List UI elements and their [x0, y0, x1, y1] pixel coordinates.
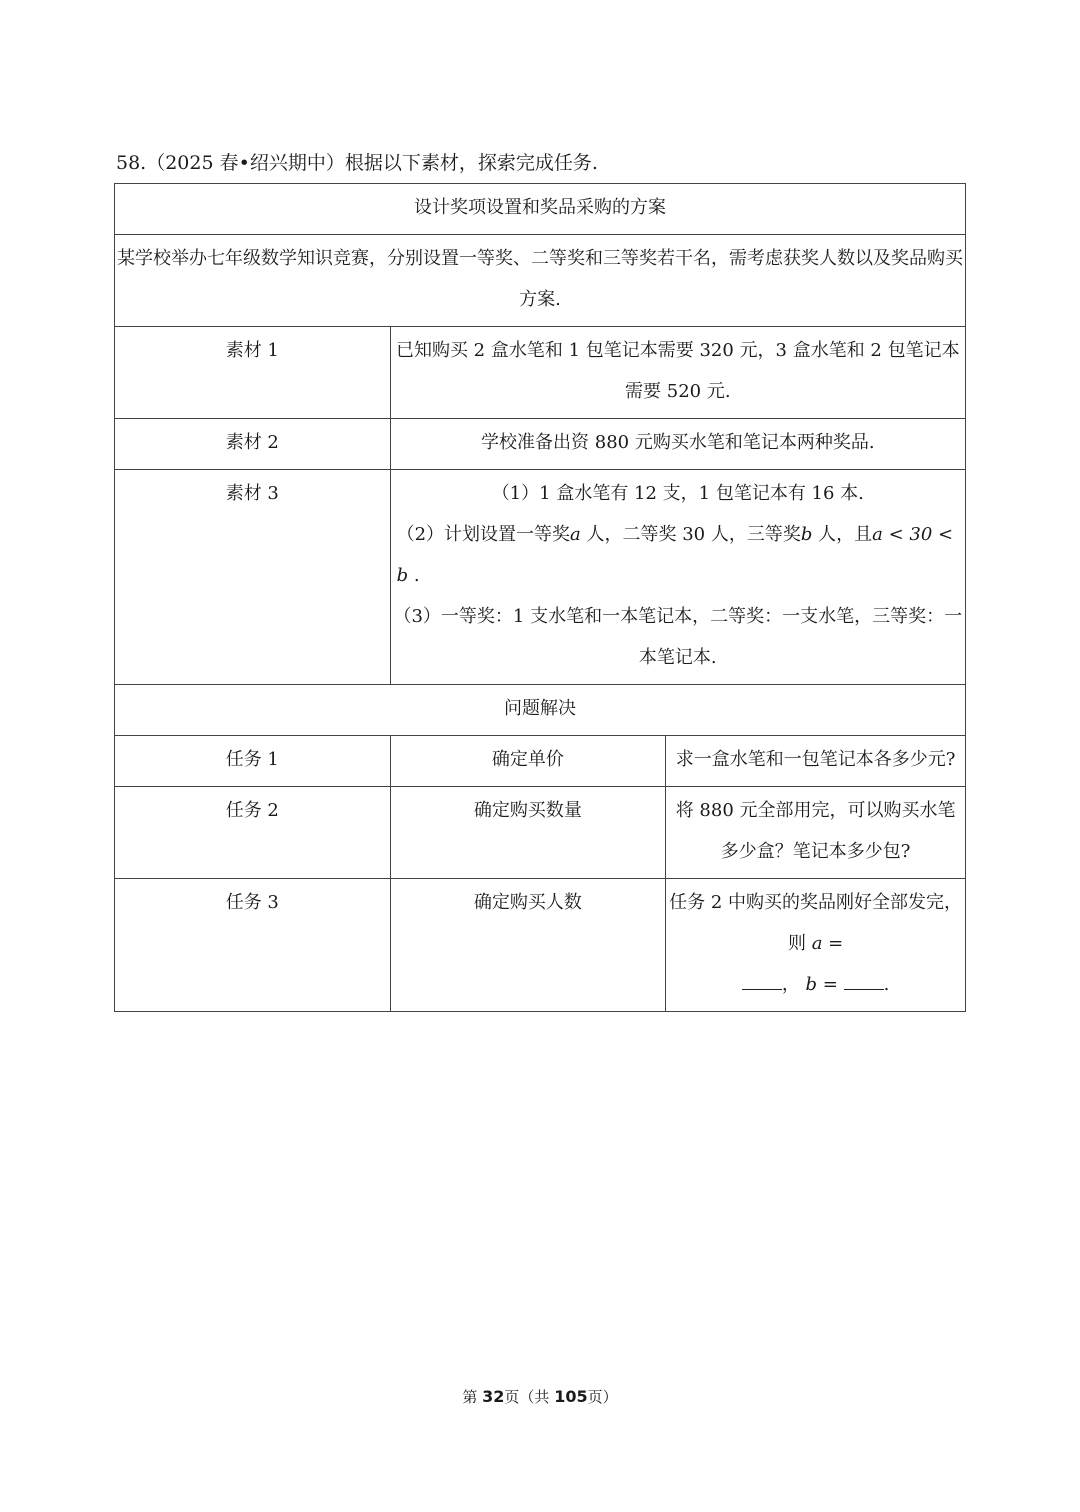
question-source: （2025 春•绍兴期中）: [146, 152, 345, 174]
answer-blank-a[interactable]: [742, 975, 782, 990]
table-title: 设计奖项设置和奖品采购的方案: [115, 184, 966, 235]
line2-end: .: [408, 565, 420, 586]
line2-text-a: （2）计划设置一等奖: [396, 524, 571, 545]
task-1-label: 任务 1: [115, 736, 391, 787]
answer-eq-a: =: [822, 933, 844, 954]
material-1-content: 已知购买 2 盒水笔和 1 包笔记本需要 320 元，3 盒水笔和 2 包笔记本需要 520 元.: [390, 327, 965, 419]
task-3-line-1: 任务 2 中购买的奖品刚好全部发完，: [669, 892, 963, 913]
material-3-line-2: [393, 514, 963, 596]
var-a: a: [570, 524, 581, 545]
page-total: 105: [554, 1387, 588, 1406]
answer-eq-b: =: [817, 974, 838, 995]
footer-post: 页）: [587, 1388, 618, 1406]
section-heading: 问题解决: [115, 685, 966, 736]
question-prompt: 根据以下素材，探索完成任务.: [344, 152, 598, 174]
page-number: 32: [482, 1387, 505, 1406]
material-2-content: 学校准备出资 880 元购买水笔和笔记本两种奖品.: [390, 419, 965, 470]
plan-table: [114, 183, 966, 1012]
inequality: a < 30 < b: [396, 524, 954, 586]
material-3-line-1: （1）1 盒水笔有 12 支，1 包笔记本有 16 本.: [491, 483, 864, 504]
line2-text-c: 人，且: [812, 524, 873, 545]
task-3-line-2: [668, 923, 963, 964]
footer-pre: 第: [462, 1388, 483, 1406]
page-footer: [0, 1386, 1080, 1407]
line2-text-b: 人，二等奖 30 人，三等奖: [580, 524, 801, 545]
material-1-label: 素材 1: [115, 327, 391, 419]
table-intro: 某学校举办七年级数学知识竞赛，分别设置一等奖、二等奖和三等奖若干名，需考虑获奖人数以及奖品购买方案.: [115, 235, 966, 327]
task-2-name: 确定购买数量: [390, 787, 666, 879]
task-1-question: 求一盒水笔和一包笔记本各多少元?: [666, 736, 966, 787]
task-2-label: 任务 2: [115, 787, 391, 879]
task-1-name: 确定单价: [390, 736, 666, 787]
answer-var-a: a: [811, 933, 823, 954]
task-3-label: 任务 3: [115, 879, 391, 1012]
task-3-name: 确定购买人数: [390, 879, 666, 1012]
task-3-question: [666, 879, 966, 1012]
task-2-question: 将 880 元全部用完，可以购买水笔多少盒？笔记本多少包?: [666, 787, 966, 879]
question-header: [116, 150, 598, 176]
var-b: b: [800, 524, 813, 545]
material-3-content: [390, 470, 965, 685]
task-3-then: 则: [787, 933, 806, 954]
question-number: 58.: [116, 152, 147, 174]
answer-var-b: b: [805, 974, 818, 995]
material-2-label: 素材 2: [115, 419, 391, 470]
material-3-label: 素材 3: [115, 470, 391, 685]
answer-blank-b[interactable]: [844, 975, 884, 990]
task-3-line-3: [668, 964, 963, 1005]
answer-separator: ，: [781, 974, 800, 995]
material-3-line-3: （3）一等奖：1 支水笔和一本笔记本，二等奖：一支水笔，三等奖：一本笔记本.: [393, 606, 963, 668]
answer-end: .: [883, 974, 890, 995]
footer-mid: 页（共: [504, 1388, 555, 1406]
